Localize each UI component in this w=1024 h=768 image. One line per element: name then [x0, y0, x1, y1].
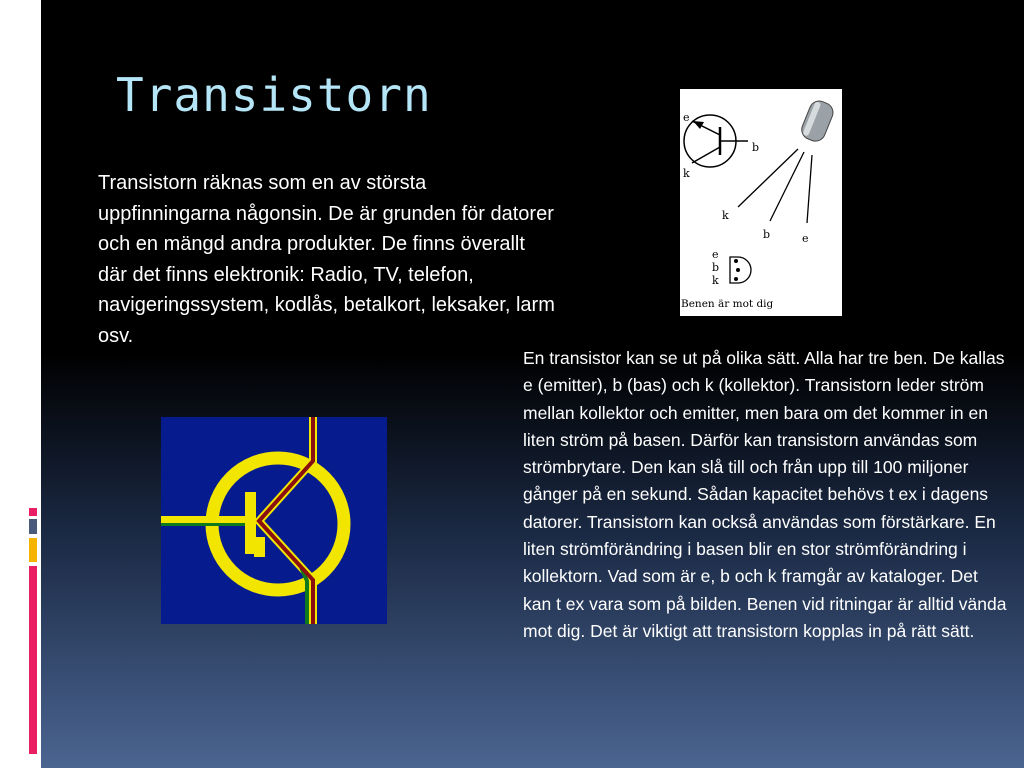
bottom-label-e: e	[712, 248, 719, 261]
accent-bar-slate	[29, 519, 37, 534]
symbol-yellow-emitter-tab	[254, 537, 265, 557]
pinout-drawing	[680, 89, 842, 316]
symbol-green-lead	[301, 567, 307, 624]
package-label-b: b	[763, 228, 771, 241]
slide-title: Transistorn	[116, 68, 432, 122]
left-margin-strip	[0, 0, 41, 768]
package-leg-k	[738, 149, 798, 207]
symbol-collector-lead	[692, 147, 720, 163]
package-label-k: k	[722, 209, 729, 222]
bottom-pin-e	[734, 259, 738, 263]
transistor-pinout-diagram	[680, 89, 842, 316]
diagram-caption: Benen är mot dig	[681, 298, 774, 310]
symbol-emitter-arrow	[693, 121, 704, 129]
bottom-pin-b	[736, 268, 740, 272]
bottom-pin-k	[734, 277, 738, 281]
symbol-yellow-base-line	[161, 516, 256, 523]
package-label-e: e	[802, 232, 809, 245]
bottom-view-outline	[730, 257, 751, 283]
package-leg-e	[807, 155, 812, 223]
accent-bar-pink	[29, 508, 37, 516]
symbol-green-base-line	[161, 523, 256, 526]
transistor-symbol-drawing	[161, 417, 387, 624]
accent-bar-yellow	[29, 538, 37, 562]
symbol-label-b: b	[752, 141, 760, 154]
package-body	[799, 98, 836, 144]
description-paragraph: En transistor kan se ut på olika sätt. Alla har tre ben. De kallas e (emitter), b (bas) och k (kollektor). Transistorn leder ström mellan kollektor och emitter, men bara om det kommer in en liten ström på basen. Därför kan transistorn användas som strömbrytare. Den kan slå till och från upp till 100 miljoner gånger på en sekund. Sådan kapacitet behövs t ex i dagens datorer. Transistorn kan också användas som förstärkare. En liten strömförändring i basen blir en stor strömförändring i kollektorn. Vad som är e, b och k framgår av kataloger. Det kan t ex vara som på bilden. Benen vid ritningar är alltid vända mot dig. Det är viktigt att transistorn kopplas in på rätt sätt.	[523, 348, 1007, 641]
transistor-symbol-graphic	[161, 417, 387, 624]
accent-bar-magenta	[29, 566, 37, 754]
bottom-label-b: b	[712, 261, 720, 274]
bottom-label-k: k	[712, 274, 719, 287]
symbol-label-e: e	[683, 111, 690, 124]
package-leg-b	[770, 152, 804, 221]
intro-paragraph: Transistorn räknas som en av största uppfinningarna någonsin. De är grunden för datorer och en mängd andra produkter. De finns överallt där det finns elektronik: Radio, TV, telefon, navigeringssystem, kodlås, betalkort, leksaker, larm osv.	[98, 172, 555, 347]
symbol-label-k: k	[683, 167, 690, 180]
